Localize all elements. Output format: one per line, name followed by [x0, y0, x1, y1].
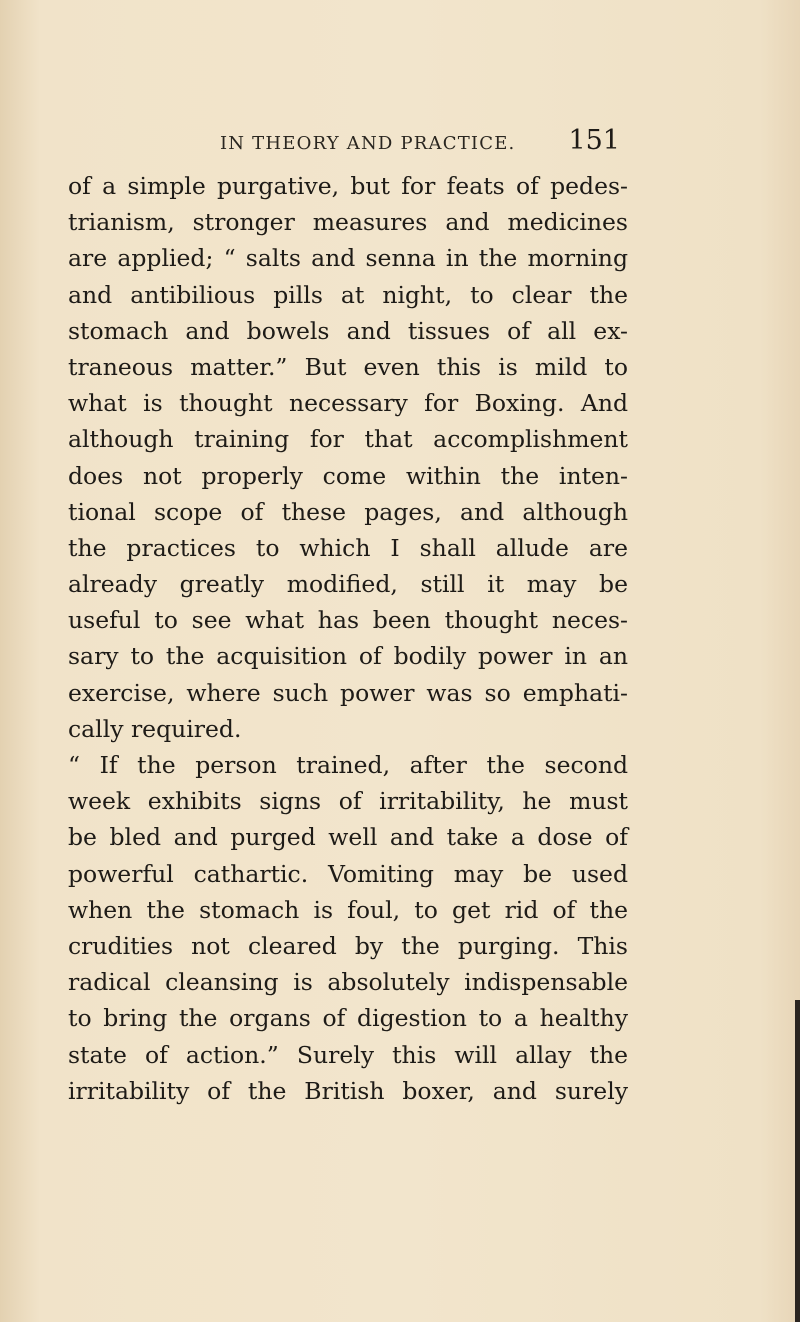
text-line: useful to see what has been thought neces-	[68, 606, 628, 635]
text-line: what is thought necessary for Boxing. And	[68, 389, 628, 418]
text-line: tional scope of these pages, and although	[68, 497, 628, 526]
body-text	[68, 168, 628, 1109]
text-line: trianism, stronger measures and medicines	[68, 208, 628, 237]
page-edge-shadow	[795, 1000, 800, 1322]
text-line: week exhibits signs of irritability, he must	[68, 787, 628, 816]
text-line: although training for that accomplishment	[68, 425, 628, 454]
text-line: crudities not cleared by the purging. This	[68, 931, 628, 960]
text-line: the practices to which I shall allude are	[68, 533, 628, 562]
running-title: IN THEORY AND PRACTICE.	[220, 133, 516, 154]
text-line: state of action.” Surely this will allay the	[68, 1040, 628, 1069]
text-line: stomach and bowels and tissues of all ex-	[68, 316, 628, 345]
text-line: already greatly modified, still it may be	[68, 570, 628, 599]
text-line: powerful cathartic. Vomiting may be used	[68, 859, 628, 888]
text-line: radical cleansing is absolutely indispensable	[68, 968, 628, 997]
page-number: 151	[568, 125, 620, 156]
text-line: irritability of the British boxer, and surely	[68, 1076, 628, 1105]
running-head	[220, 125, 620, 159]
text-line: when the stomach is foul, to get rid of the	[68, 895, 628, 924]
text-line: are applied; “ salts and senna in the morning	[68, 244, 628, 273]
text-line: traneous matter.” But even this is mild to	[68, 352, 628, 381]
text-line: does not properly come within the inten-	[68, 461, 628, 490]
text-line: be bled and purged well and take a dose of	[68, 823, 628, 852]
text-line: sary to the acquisition of bodily power in an	[68, 642, 628, 671]
text-line: “ If the person trained, after the second	[68, 751, 628, 779]
text-line: exercise, where such power was so emphati-	[68, 678, 628, 707]
text-line: of a simple purgative, but for feats of pedes-	[68, 172, 628, 200]
text-line: cally required.	[68, 714, 242, 743]
text-line: and antibilious pills at night, to clear the	[68, 280, 628, 309]
text-line: to bring the organs of digestion to a healthy	[68, 1004, 628, 1033]
